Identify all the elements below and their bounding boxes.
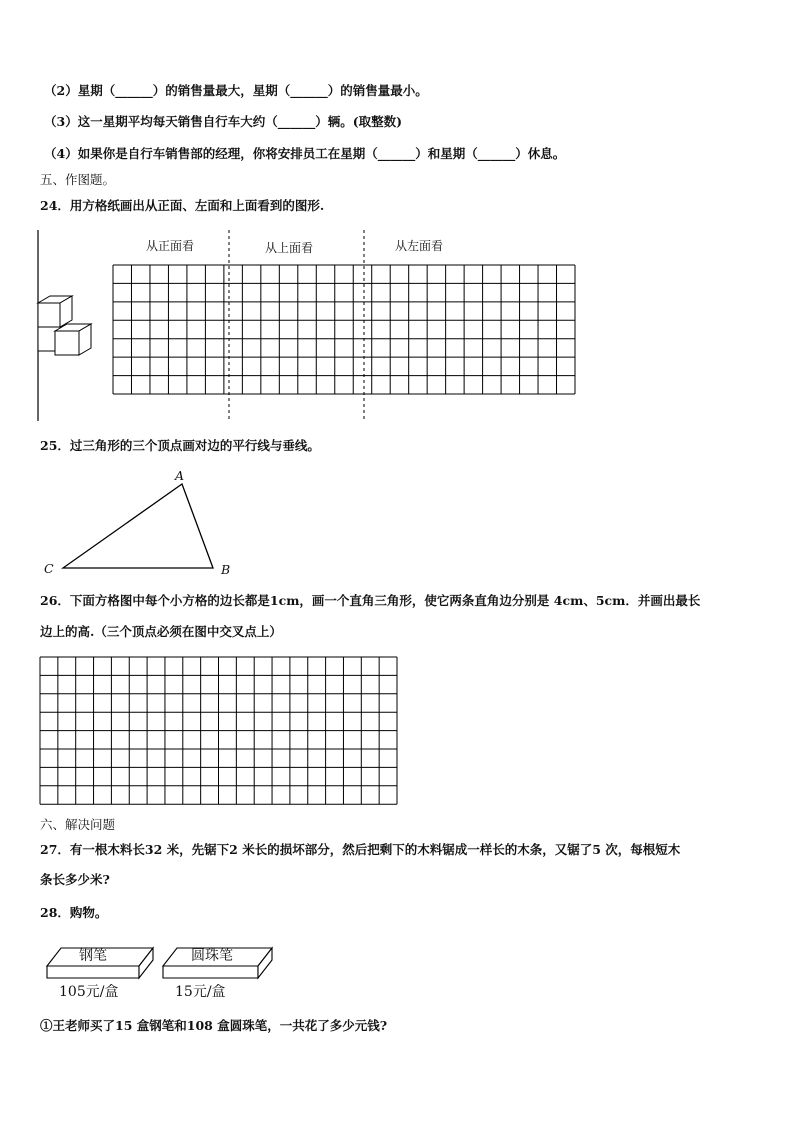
question-23-part-3: （3）这一星期平均每天销售自行车大约（______）辆。(取整数) [44, 114, 403, 129]
product-name-ballpen: 圆珠笔 [191, 948, 233, 964]
question-27-line-1: 27．有一根木料长32 米，先锯下2 米长的损坏部分，然后把剩下的木料锯成一样长的木条，又锯了5 次，每根短木 [40, 842, 681, 857]
product-price-pen: 105元/盒 [59, 984, 119, 1000]
section-6-heading: 六、解决问题 [40, 817, 116, 832]
product-price-ballpen: 15元/盒 [175, 984, 226, 1000]
view-label-left: 从左面看 [395, 239, 444, 253]
question-25: 25．过三角形的三个顶点画对边的平行线与垂线。 [40, 438, 320, 453]
question-24: 24．用方格纸画出从正面、左面和上面看到的图形. [40, 198, 325, 213]
product-name-pen: 钢笔 [79, 948, 107, 964]
question-23-part-4: （4）如果你是自行车销售部的经理，你将安排员工在星期（______）和星期（______）休息。 [44, 146, 566, 161]
vertex-label-c: C [44, 561, 54, 576]
question-28-part-1-text: 王老师买了15 盒钢笔和108 盒圆珠笔，一共花了多少元钱? [52, 1018, 388, 1033]
view-label-top: 从上面看 [265, 241, 314, 255]
view-label-front: 从正面看 [146, 239, 195, 253]
question-26-line-1: 26．下面方格图中每个小方格的边长都是1cm，画一个直角三角形，使它两条直角边分别是 4cm、5cm．并画出最长 [40, 593, 701, 608]
circled-number-marker: ① [40, 1018, 53, 1033]
question-28-part-1 [40, 1018, 387, 1034]
question-26-line-2: 边上的高.（三个顶点必须在图中交叉点上） [40, 624, 282, 639]
vertex-label-b: B [221, 562, 231, 577]
vertex-label-a: A [175, 468, 185, 483]
question-23-part-2: （2）星期（______）的销售量最大，星期（______）的销售量最小。 [44, 83, 428, 98]
question-27-line-2: 条长多少米? [40, 872, 110, 887]
question-28: 28．购物。 [40, 905, 108, 920]
section-5-heading: 五、作图题。 [40, 172, 116, 187]
